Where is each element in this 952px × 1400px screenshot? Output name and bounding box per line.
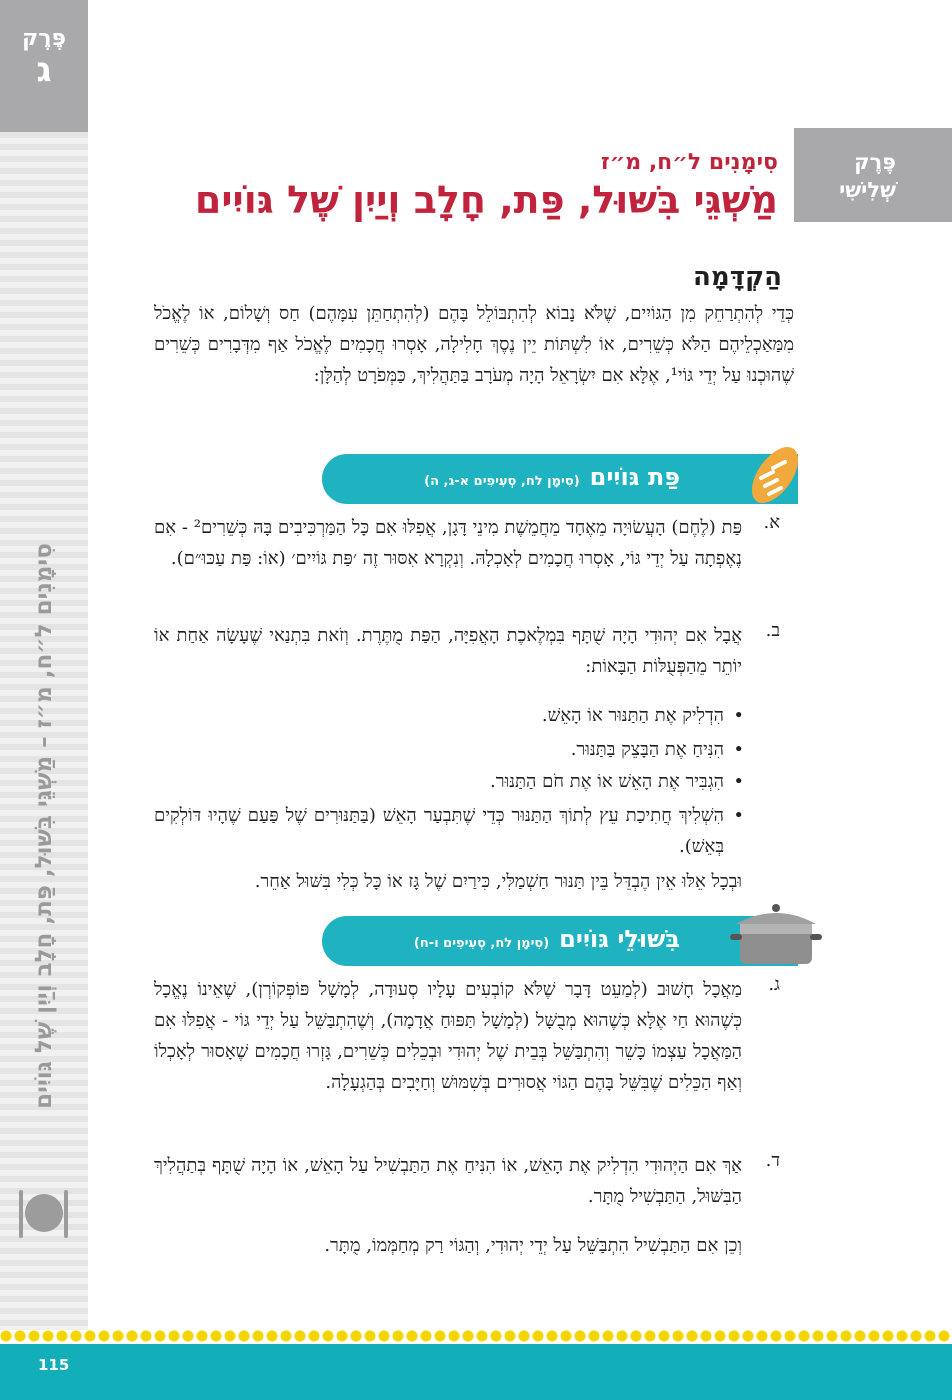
section-banner-bishul-ref: (סִימָן לח, סְעִיפִים ו-ח)	[413, 936, 550, 951]
chapter-tab-line2: שְׁלִישִׁי	[839, 178, 896, 202]
paragraph-a: פַּת (לֶחֶם) הָעֲשׂוּיָה מֵאֶחָד מֵחֲמֵשֶׁת מִינֵי דָּגָן, אֲפִלּוּ אִם כָּל הַמַּרְכִּיבִים בָּהּ כְּשֵׁרִים² - אִם נֶאֶפְתָה עַל יְדֵי גּוֹי, אָסְרוּ חֲכָמִים לְאָכְלָהּ. וְנִקְרָא אִסּוּר זֶה ׳פַּת גּוֹיִים׳ (אוֹ: פַּת עַכּוּ״ם).	[154, 517, 742, 569]
chapter-tab	[794, 128, 952, 222]
section-banner-pat-title: פַּת גּוֹיִים(סִימָן לח, סְעִיפִים א-ג, ה)	[424, 463, 680, 491]
section-banner-pat-ref: (סִימָן לח, סְעִיפִים א-ג, ה)	[424, 474, 580, 489]
chapter-tab-line1: פֶּרֶק	[854, 150, 896, 174]
paragraph-a-number: א.	[763, 512, 780, 533]
intro-paragraph: כְּדֵי לְהִתְרַחֵק מִן הַגּוֹיִים, שֶׁלֹּא נָבוֹא לְהִתְבּוֹלֵל בָּהֶם (לְהִתְחַתֵּן עִמָּהֶם) חַס וְשָׁלוֹם, אוֹ לֶאֱכֹל מִמַּאַכְלֵיהֶם הַלֹּא כְּשֵׁרִים, אוֹ לִשְׁתּוֹת יֵין נֶסֶךְ חָלִילָה, אָסְרוּ חֲכָמִים לֶאֱכֹל אַף מִדְּבָרִים כְּשֵׁרִים שֶׁהוּכְנוּ עַל יְדֵי גּוֹי¹, אֶלָּא אִם יִשְׂרָאֵל הָיָה מְעֹרָב בַּתַּהֲלִיךְ, כַּמְּפֹרָט לְהַלָּן:	[154, 303, 794, 386]
side-vertical-title: סִימָנִים ל״ח, מ״ז – מַשְׁגֵּי בִּשּׁוּל, פַּת, חָלָב וְיַיִן שֶׁל גּוֹיִים	[31, 543, 57, 1109]
paragraph-g: מַאֲכָל חָשׁוּב (לְמַעֵט דָּבָר שֶׁלֹּא קוֹבְעִים עָלָיו סְעוּדָה, לְמָשָׁל פּוֹפְּקוֹרְן), שֶׁאֵינוֹ נֶאֱכָל כְּשֶׁהוּא חַי אֶלָּא כְּשֶׁהוּא מְבֻשָּׁל (לְמָשָׁל תַּפּוּחַ אֲדָמָה), וְשֶׁהִתְבַּשֵּׁל עַל יְדֵי גּוֹי - אֲפִלּוּ אִם הַמַּאֲכָל עַצְמוֹ כָּשֵׁר וְהִתְבַּשֵּׁל בְּבֵית שֶׁל יְהוּדִי וּבְכֵלִים כְּשֵׁרִים, גָּזְרוּ חֲכָמִים שֶׁאָסוּר לְאָכְלוֹ וְאַף הַכֵּלִים שֶׁבִּשֵּׁל בָּהֶם הַגּוֹי אֲסוּרִים בְּשִׁמּוּשׁ וְחַיָּבִים בְּהַגְעָלָה.	[154, 979, 742, 1093]
side-tab-word: פֶּרֶק	[22, 26, 66, 51]
section-banner-bishul-title: בִּשּׁוּלֵי גּוֹיִים(סִימָן לח, סְעִיפִים ו-ח)	[413, 925, 680, 953]
intro-heading: הַקְדָּמָה	[693, 262, 782, 292]
bullet-item: • הִגְבִּיר אֶת הָאֵשׁ אוֹ אֶת חֹם הַתַּנּוּר.	[154, 766, 724, 797]
paragraph-b: אֲבָל אִם יְהוּדִי הָיָה שֻׁתָּף בִּמְלֶאכֶת הָאֲפִיָּה, הַפַּת מֻתֶּרֶת. וְזֹאת בִּתְנַאי שֶׁעָשָׂה אַחַת אוֹ יוֹתֵר מֵהַפְּעֻלּוֹת הַבָּאוֹת:	[154, 625, 743, 677]
paragraph-b-tail: וּבְכָל אֵלּוּ אֵין הֶבְדֵּל בֵּין תַּנּוּר חַשְׁמַלִּי, כִּירַיִם שֶׁל גָּז אוֹ כָּל כְּלִי בִּשּׁוּל אַחֵר.	[254, 871, 742, 892]
paragraph-d: אַךְ אִם הַיְּהוּדִי הִדְלִיק אֶת הָאֵשׁ, אוֹ הִנִּיחַ אֶת הַתַּבְשִׁיל עַל הָאֵשׁ, אוֹ הָיָה שֻׁתָּף בְּתַהֲלִיךְ הַבִּשּׁוּל, הַתַּבְשִׁיל מֻתָּר.	[154, 1155, 742, 1207]
bullet-item: • הִשְׁלִיךְ חֲתִיכַת עֵץ לְתוֹךְ הַתַּנּוּר כְּדֵי שֶׁתִּבְעַר הָאֵשׁ (בַּתַּנּוּרִים שֶׁל פַּעַם שֶׁהָיוּ דּוֹלְקִים בְּאֵשׁ).	[154, 800, 724, 862]
paragraph-b-number: ב.	[765, 620, 780, 641]
plate-cutlery-icon	[16, 1182, 72, 1244]
section-banner-pat	[322, 454, 798, 504]
page-number: 115	[38, 1356, 70, 1374]
side-tab-letter: ג	[36, 50, 52, 90]
section-subtitle: סִימָנִים ל״ח, מ״ז	[600, 150, 778, 175]
page-title: מַשְׁגֵּי בִּשּׁוּל, פַּת, חָלָב וְיַיִן שֶׁל גּוֹיִים	[194, 178, 778, 222]
bullet-item: • הִנִּיחַ אֶת הַבָּצֵק בַּתַּנּוּר.	[154, 734, 724, 765]
paragraph-d-tail: וְכֵן אִם הַתַּבְשִׁיל הִתְבַּשֵּׁל עַל יְדֵי יְהוּדִי, וְהַגּוֹי רַק מְחַמְּמוֹ, מֻתָּר.	[324, 1235, 742, 1256]
bread-icon	[745, 440, 805, 510]
side-chapter-tab	[0, 0, 88, 132]
footer-bar	[0, 1344, 952, 1400]
paragraph-d-number: ד.	[765, 1150, 780, 1171]
bullet-item: • הִדְלִיק אֶת הַתַּנּוּר אוֹ הָאֵשׁ.	[154, 700, 724, 731]
section-banner-bishul	[322, 916, 798, 966]
paragraph-g-number: ג.	[768, 974, 780, 995]
cooking-pot-icon	[730, 898, 822, 972]
